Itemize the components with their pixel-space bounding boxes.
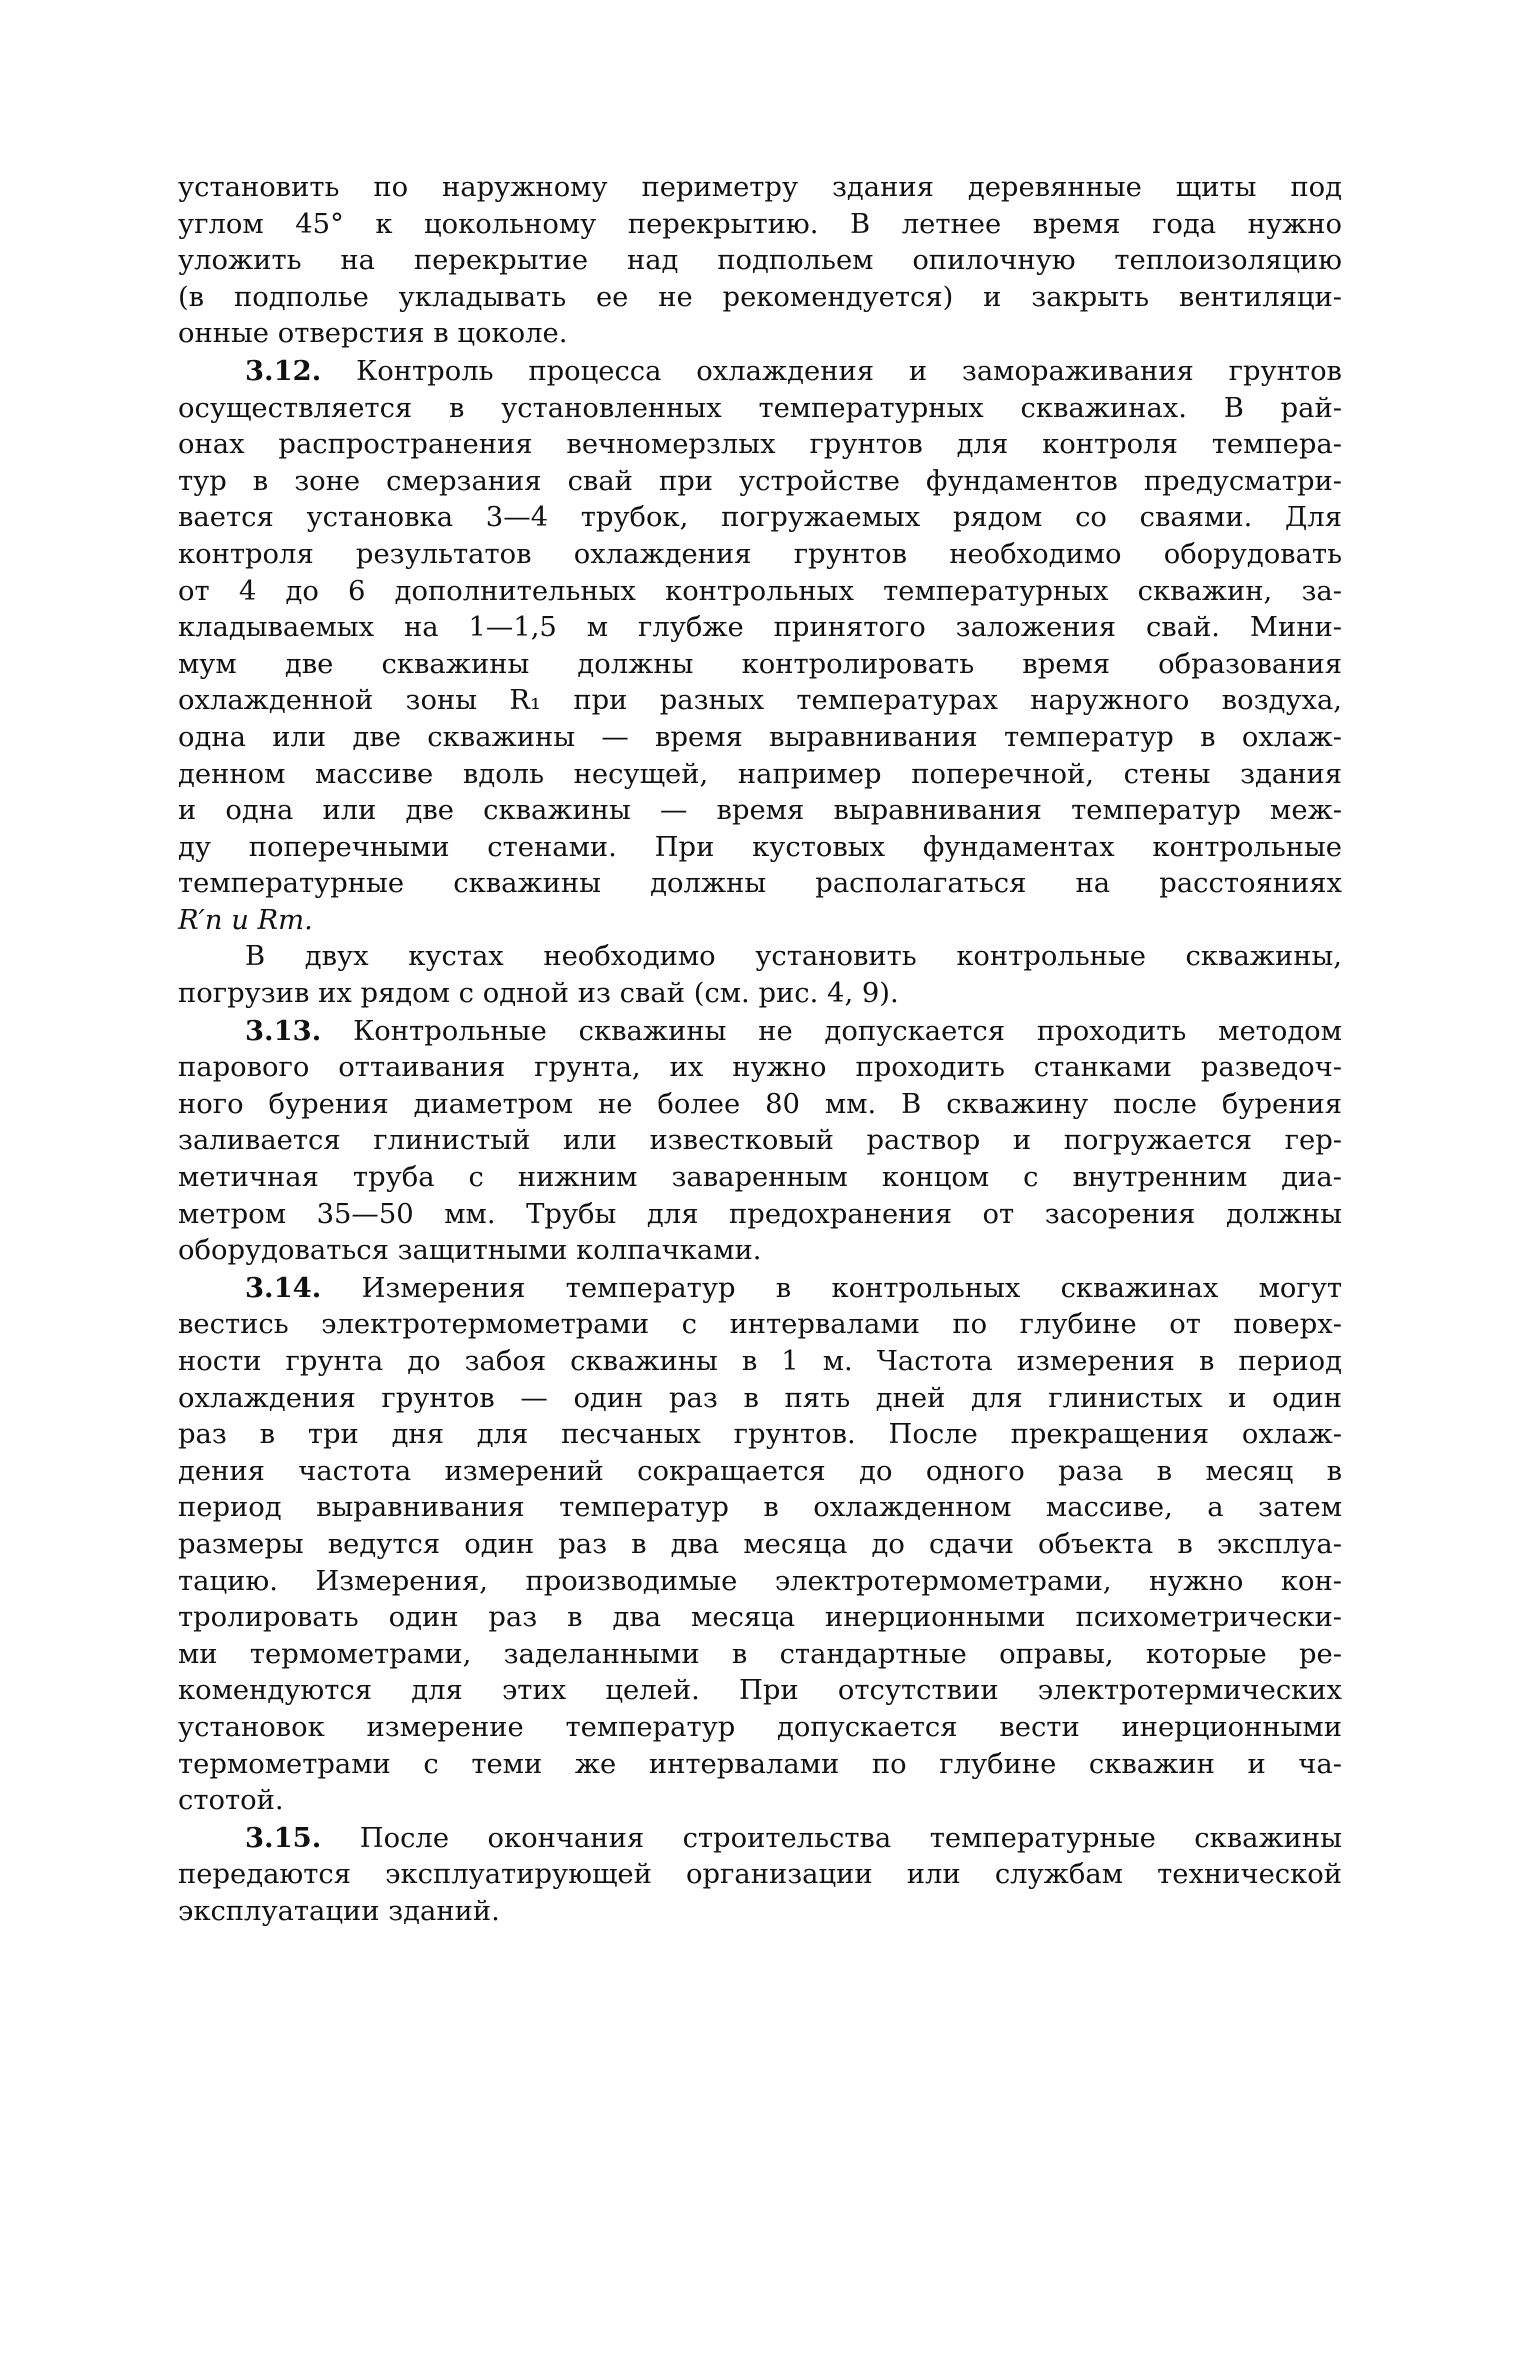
text-line: тролировать один раз в два месяца инерционными психометрически- — [178, 1602, 1342, 1634]
text-line: углом 45° к цокольному перекрытию. В летнее время года нужно — [178, 208, 1342, 240]
text-fragment: Измерения температур в контрольных скважинах могут — [361, 1272, 1342, 1304]
text-line: установок измерение температур допускается вести инерционными — [178, 1711, 1342, 1743]
text-line: эксплуатации зданий. — [178, 1895, 500, 1927]
text-line: метром 35—50 мм. Трубы для предохранения от засорения должны — [178, 1198, 1342, 1230]
text-line: охлаждения грунтов — один раз в пять дней для глинистых и один — [178, 1382, 1342, 1414]
text-line: вается установка 3—4 трубок, погружаемых рядом со сваями. Для — [178, 502, 1342, 534]
text-line: вестись электротермометрами с интервалами по глубине от поверх- — [178, 1309, 1342, 1341]
text-line: ного бурения диаметром не более 80 мм. В скважину после бурения — [178, 1088, 1342, 1120]
paragraph-3-14 — [178, 1270, 1342, 1820]
text-line: метичная труба с нижним заваренным концом с внутренним диа- — [178, 1162, 1342, 1194]
text-line: онные отверстия в цоколе. — [178, 318, 568, 350]
text-fragment: Контроль процесса охлаждения и замораживания грунтов — [356, 355, 1342, 387]
text-line: термометрами с теми же интервалами по глубине скважин и ча- — [178, 1748, 1342, 1780]
text-line: парового оттаивания грунта, их нужно проходить станками разведоч- — [178, 1052, 1342, 1084]
document-body — [178, 170, 1342, 1931]
text-line: денном массиве вдоль несущей, например поперечной, стены здания — [178, 758, 1342, 790]
section-number: 3.12. — [245, 354, 322, 387]
formula-line: R′п и Rm. — [178, 904, 313, 936]
text-line: раз в три дня для песчаных грунтов. После прекращения охлаж- — [178, 1419, 1342, 1451]
section-number: 3.13. — [245, 1014, 322, 1047]
text-line: от 4 до 6 дополнительных контрольных температурных скважин, за- — [178, 575, 1342, 607]
text-line: дения частота измерений сокращается до одного раза в месяц в — [178, 1455, 1342, 1487]
text-line: ности грунта до забоя скважины в 1 м. Частота измерения в период — [178, 1346, 1342, 1377]
text-line: кладываемых на 1—1,5 м глубже принятого заложения свай. Мини- — [178, 612, 1342, 644]
text-line: и одна или две скважины — время выравнивания температур меж- — [178, 795, 1342, 827]
text-line: размеры ведутся один раз в два месяца до сдачи объекта в эксплуа- — [178, 1528, 1342, 1560]
text-line: онах распространения вечномерзлых грунтов для контроля темпера- — [178, 429, 1342, 461]
text-line: ду поперечными стенами. При кустовых фундаментах контрольные — [178, 831, 1342, 863]
text-line: заливается глинистый или известковый раствор и погружается гер- — [178, 1125, 1342, 1157]
text-line: передаются эксплуатирующей организации или службам технической — [178, 1859, 1342, 1891]
text-fragment: Контрольные скважины не допускается проходить методом — [353, 1015, 1342, 1047]
text-line: период выравнивания температур в охлажденном массиве, а затем — [178, 1492, 1342, 1524]
paragraph-bushes — [178, 939, 1342, 1012]
text-line: ми термометрами, заделанными в стандартные оправы, которые ре- — [178, 1638, 1342, 1670]
text-line — [178, 1270, 1342, 1308]
paragraph-3-13 — [178, 1013, 1342, 1270]
text-fragment: После окончания строительства температурные скважины — [359, 1822, 1342, 1854]
text-line: стотой. — [178, 1785, 284, 1817]
section-number: 3.15. — [245, 1821, 322, 1854]
text-line: охлажденной зоны R₁ при разных температурах наружного воздуха, — [178, 685, 1342, 717]
text-line: комендуются для этих целей. При отсутствии электротермических — [178, 1675, 1342, 1707]
text-line: тацию. Измерения, производимые электротермометрами, нужно кон- — [178, 1565, 1342, 1597]
text-line: одна или две скважины — время выравнивания температур в охлаж- — [178, 721, 1342, 753]
text-line: тур в зоне смерзания свай при устройстве фундаментов предусматри- — [178, 465, 1342, 497]
text-line — [178, 1820, 1342, 1858]
text-line: осуществляется в установленных температурных скважинах. В рай- — [178, 392, 1342, 424]
text-line: температурные скважины должны располагаться на расстояниях — [178, 868, 1342, 900]
text-line: оборудоваться защитными колпачками. — [178, 1235, 762, 1267]
paragraph-3-15 — [178, 1820, 1342, 1931]
text-line: уложить на перекрытие над подпольем опилочную теплоизоляцию — [178, 245, 1342, 277]
text-line: мум две скважины должны контролировать время образования — [178, 648, 1342, 680]
text-line: контроля результатов охлаждения грунтов необходимо оборудовать — [178, 538, 1342, 570]
text-line: погрузив их рядом с одной из свай (см. рис. 4, 9). — [178, 978, 899, 1010]
paragraph-intro — [178, 170, 1342, 353]
text-line — [178, 1013, 1342, 1051]
text-line: установить по наружному периметру здания деревянные щиты под — [178, 172, 1342, 203]
section-number: 3.14. — [245, 1271, 322, 1304]
paragraph-3-12 — [178, 353, 1342, 940]
text-line: В двух кустах необходимо установить контрольные скважины, — [245, 941, 1342, 973]
text-line: (в подполье укладывать ее не рекомендуется) и закрыть вентиляци- — [178, 281, 1342, 313]
text-line — [178, 353, 1342, 391]
